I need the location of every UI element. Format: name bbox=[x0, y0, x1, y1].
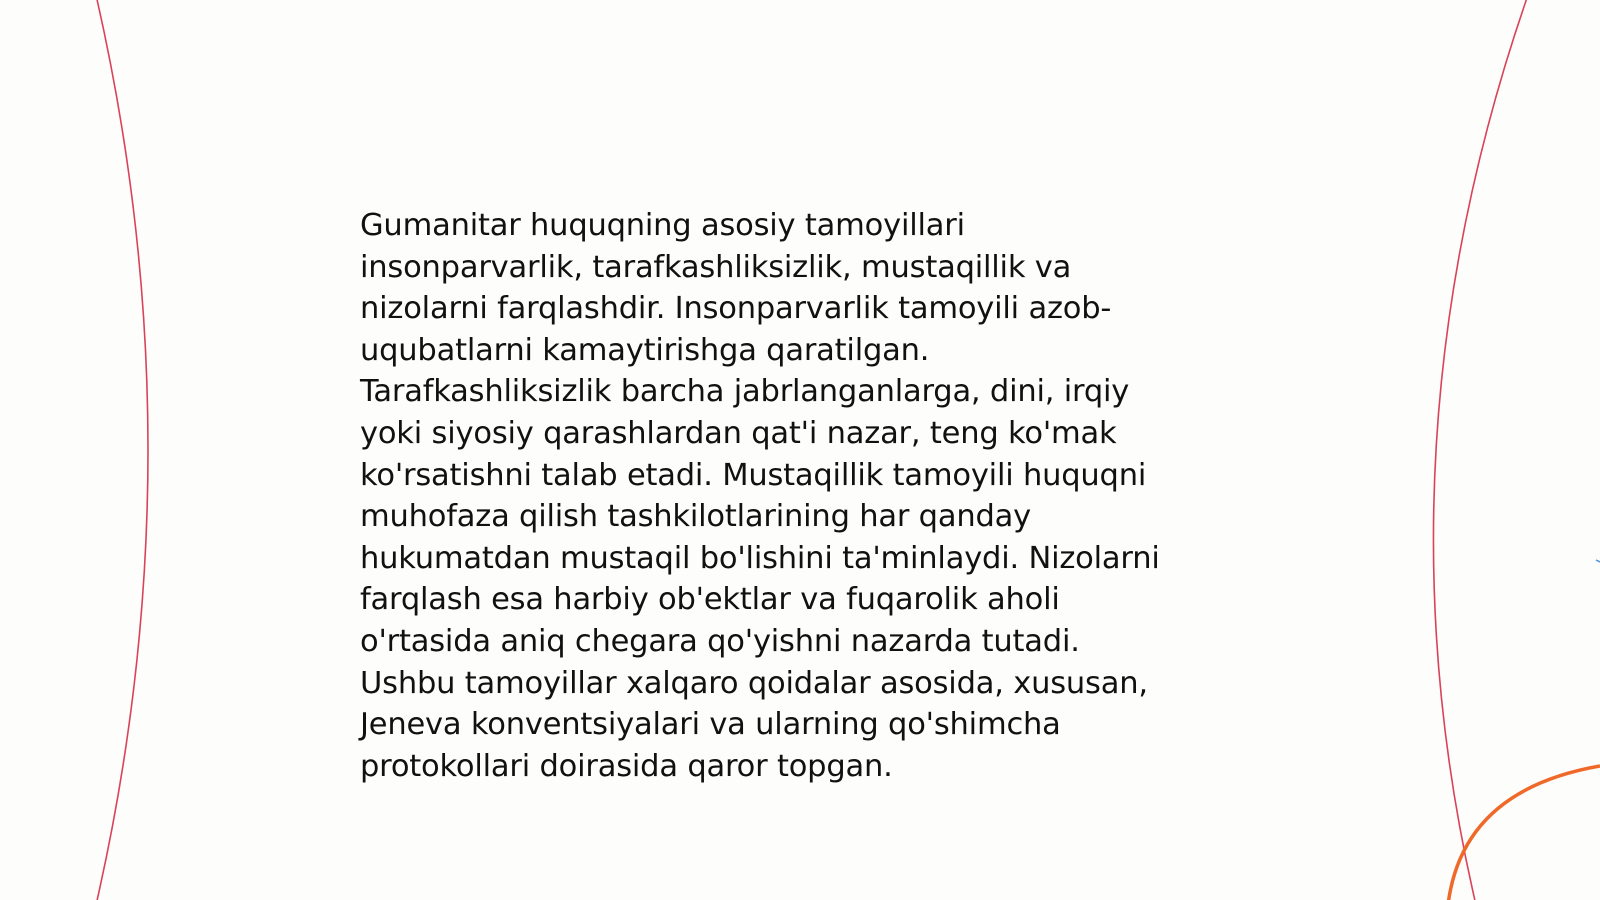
blue-accent-mark bbox=[1596, 560, 1600, 562]
body-paragraph: Gumanitar huquqning asosiy tamoyillari insonparvarlik, tarafkashliksizlik, mustaqillik va nizolarni farqlashdir. Insonparvarlik tamoyili azob- uqubatlarni kamaytirishga qaratilgan. Tarafkashliksizlik barcha jabrlanganlarga, dini, irqiy yoki siyosiy qarashlardan qat'i nazar, teng ko'mak ko'rsatishni talab etadi. Mustaqillik tamoyili huquqni muhofaza qilish tashkilotlarining har qanday hukumatdan mustaqil bo'lishini ta'minlaydi. Nizolarni farqlash esa harbiy ob'ektlar va fuqarolik aholi o'rtasida aniq chegara qo'yishni nazarda tutadi. Ushbu tamoyillar xalqaro qoidalar asosida, xususan, Jeneva konventsiyalari va ularning qo'shimcha protokollari doirasida qaror topgan. bbox=[360, 208, 1160, 784]
left-arc bbox=[96, 0, 148, 900]
right-arc bbox=[1433, 0, 1528, 900]
